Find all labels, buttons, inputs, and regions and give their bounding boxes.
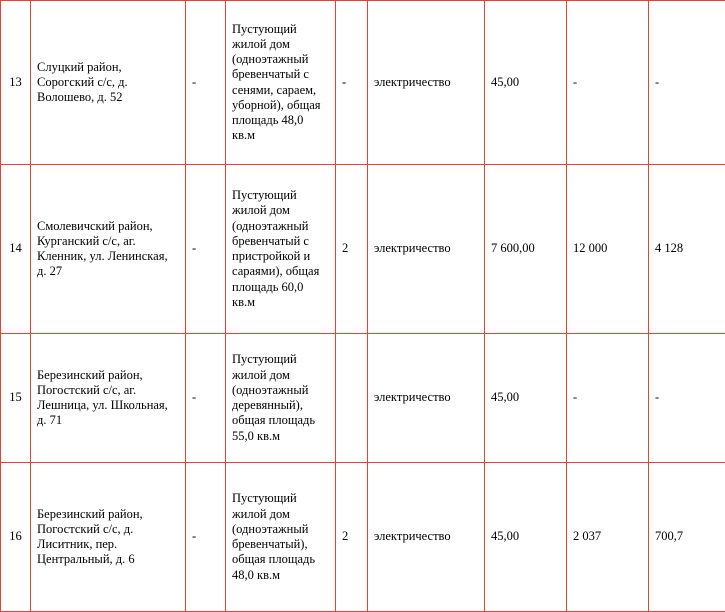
cell-address: Слуцкий район, Сорогский с/с, д. Волошево, д. 52 — [31, 1, 186, 165]
cell-description: Пустующий жилой дом (одноэтажный бревенчатый), общая площадь 48,0 кв.м — [226, 463, 336, 612]
cell-description: Пустующий жилой дом (одноэтажный бревенчатый с пристройкой и сараями), общая площадь 60,0 кв.м — [226, 165, 336, 334]
cell-utilities: электричество — [368, 1, 485, 165]
table-row — [1, 334, 725, 463]
cell-address: Березинский район, Погостский с/с, аг. Лешница, ул. Школьная, д. 71 — [31, 334, 186, 463]
cell-dash: - — [186, 1, 226, 165]
cell-utilities: электричество — [368, 463, 485, 612]
cell-value-one: - — [567, 1, 649, 165]
cell-value-two: 4 128 — [649, 165, 725, 334]
cell-dash: - — [186, 165, 226, 334]
cell-address: Смолевичский район, Курганский с/с, аг. Кленник, ул. Ленинская, д. 27 — [31, 165, 186, 334]
cell-dash: - — [186, 463, 226, 612]
cell-floors: 2 — [336, 165, 368, 334]
cell-floors: - — [336, 1, 368, 165]
table-row — [1, 463, 725, 612]
cell-value-one: 2 037 — [567, 463, 649, 612]
cell-number: 16 — [1, 463, 31, 612]
cell-number: 14 — [1, 165, 31, 334]
cell-number: 15 — [1, 334, 31, 463]
cell-price: 45,00 — [485, 463, 567, 612]
cell-value-two: 700,7 — [649, 463, 725, 612]
cell-description: Пустующий жилой дом (одноэтажный деревянный), общая площадь 55,0 кв.м — [226, 334, 336, 463]
cell-floors — [336, 334, 368, 463]
cell-price: 7 600,00 — [485, 165, 567, 334]
table-row — [1, 1, 725, 165]
table-row — [1, 165, 725, 334]
cell-description: Пустующий жилой дом (одноэтажный бревенчатый с сенями, сараем, уборной), общая площадь 48,0 кв.м — [226, 1, 336, 165]
cell-floors: 2 — [336, 463, 368, 612]
cell-value-two: - — [649, 334, 725, 463]
cell-price: 45,00 — [485, 334, 567, 463]
cell-value-one: - — [567, 334, 649, 463]
cell-value-two: - — [649, 1, 725, 165]
cell-utilities: электричество — [368, 165, 485, 334]
cell-dash: - — [186, 334, 226, 463]
cell-address: Березинский район, Погостский с/с, д. Лиситник, пер. Центральный, д. 6 — [31, 463, 186, 612]
cell-number: 13 — [1, 1, 31, 165]
cell-utilities: электричество — [368, 334, 485, 463]
cell-value-one: 12 000 — [567, 165, 649, 334]
cell-price: 45,00 — [485, 1, 567, 165]
